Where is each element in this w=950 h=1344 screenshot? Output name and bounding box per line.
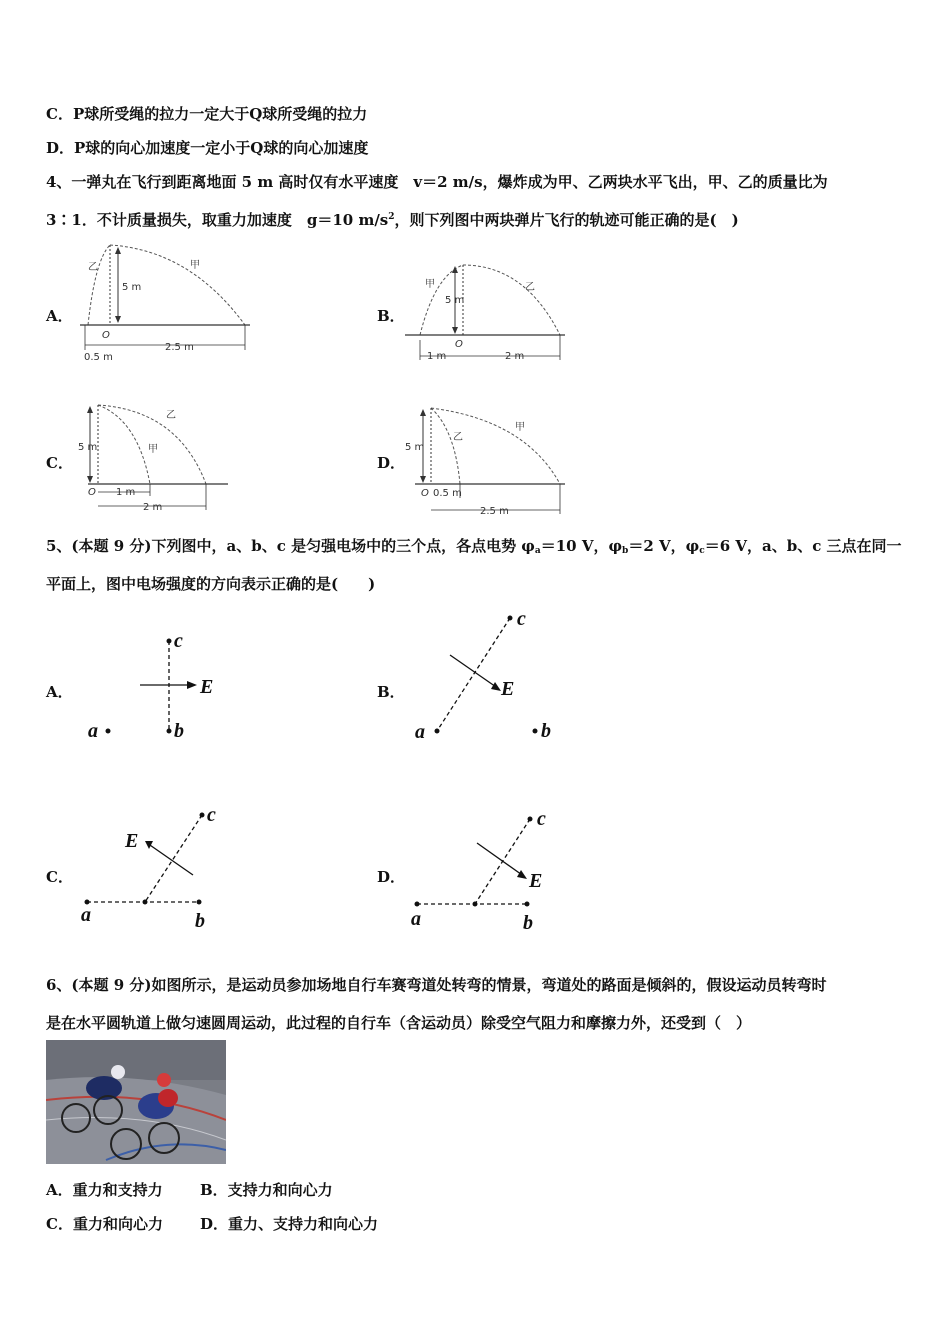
q4-figure-b bbox=[405, 255, 565, 365]
svg-text:乙: 乙 bbox=[525, 282, 535, 293]
svg-text:b: b bbox=[174, 720, 184, 742]
svg-text:E: E bbox=[529, 870, 543, 892]
svg-text:2.5 m: 2.5 m bbox=[480, 506, 509, 517]
svg-text:O: O bbox=[455, 339, 463, 350]
q4-option-b-label: B． bbox=[377, 307, 405, 325]
svg-text:乙: 乙 bbox=[453, 432, 463, 443]
q6-option-b: B．支持力和向心力 bbox=[200, 1181, 333, 1199]
q6-option-a: A．重力和支持力 bbox=[46, 1181, 163, 1199]
label-yi: 乙 bbox=[88, 262, 98, 273]
svg-text:a: a bbox=[81, 904, 91, 926]
svg-text:b: b bbox=[541, 720, 551, 742]
q5-option-a-label: A． bbox=[46, 683, 73, 701]
q5-option-b-label: B． bbox=[377, 683, 405, 701]
svg-text:b: b bbox=[523, 912, 533, 934]
q6-option-c: C．重力和向心力 bbox=[46, 1215, 163, 1233]
svg-text:0.5 m: 0.5 m bbox=[433, 488, 462, 499]
q5-figure-d bbox=[405, 805, 565, 935]
q4-figure-c bbox=[78, 400, 228, 520]
q4-figure-a bbox=[80, 240, 260, 370]
svg-text:甲: 甲 bbox=[425, 279, 435, 290]
q3-option-c: C．P球所受绳的拉力一定大于Q球所受绳的拉力 bbox=[46, 105, 368, 123]
q5-figure-b bbox=[405, 605, 565, 750]
svg-text:O: O bbox=[421, 488, 429, 499]
label-left-dist: 0.5 m bbox=[84, 352, 113, 363]
svg-text:E: E bbox=[501, 678, 515, 700]
svg-text:2 m: 2 m bbox=[505, 351, 525, 362]
svg-text:甲: 甲 bbox=[515, 422, 525, 433]
q5-figure-a bbox=[80, 625, 240, 750]
q4-option-d-label: D． bbox=[377, 454, 406, 472]
svg-text:1 m: 1 m bbox=[116, 487, 136, 498]
q4-option-c-label: C． bbox=[46, 454, 73, 472]
q5-stem-line2: 平面上，图中电场强度的方向表示正确的是( ) bbox=[46, 575, 376, 593]
q4-option-a-label: A． bbox=[46, 307, 73, 325]
q6-stem-line2: 是在水平圆轨道上做匀速圆周运动，此过程的自行车（含运动员）除受空气阻力和摩擦力外，还受到（ ） bbox=[46, 1014, 752, 1032]
svg-text:乙: 乙 bbox=[166, 410, 176, 421]
label-origin: O bbox=[102, 330, 110, 341]
q5-stem-line1: 5、(本题 9 分)下列图中，a、b、c 是匀强电场中的三个点，各点电势 $\varphi_a=10$ V，$\varphi_b=2$ V，$\varphi_c=6$ V，a、b、c 三点在同一 bbox=[46, 537, 902, 556]
q6-stem-line1: 6、(本题 9 分)如图所示，是运动员参加场地自行车赛弯道处转弯的情景，弯道处的路面是倾斜的，假设运动员转弯时 bbox=[46, 976, 827, 994]
svg-text:a: a bbox=[415, 721, 425, 743]
svg-text:a: a bbox=[411, 908, 421, 930]
q4-figure-d bbox=[405, 400, 565, 520]
svg-text:c: c bbox=[174, 630, 183, 652]
trajectory-yi bbox=[88, 245, 110, 325]
svg-text:O: O bbox=[88, 487, 96, 498]
svg-text:甲: 甲 bbox=[148, 444, 158, 455]
q5-figure-c bbox=[75, 805, 235, 935]
label-jia: 甲 bbox=[190, 260, 200, 271]
svg-text:1 m: 1 m bbox=[427, 351, 447, 362]
svg-text:5 m: 5 m bbox=[405, 442, 425, 453]
label-right-dist: 2.5 m bbox=[165, 342, 194, 353]
q3-option-d: D．P球的向心加速度一定小于Q球的向心加速度 bbox=[46, 139, 369, 157]
svg-text:2 m: 2 m bbox=[143, 502, 163, 513]
cyclists-photo bbox=[46, 1040, 226, 1164]
q4-stem-line2: 3∶1．不计质量损失，取重力加速度 g＝10 $m/s^2$，则下列图中两块弹片飞行的轨迹可能正确的是( ) bbox=[46, 211, 739, 229]
svg-text:c: c bbox=[517, 608, 526, 630]
svg-text:5 m: 5 m bbox=[78, 442, 98, 453]
svg-text:c: c bbox=[207, 804, 216, 826]
svg-text:E: E bbox=[125, 830, 139, 852]
label-height: 5 m bbox=[122, 282, 142, 293]
q6-option-d: D．重力、支持力和向心力 bbox=[200, 1215, 379, 1233]
q4-stem-line1: 4、一弹丸在飞行到距离地面 5 m 高时仅有水平速度 v＝2 m/s，爆炸成为甲、乙两块水平飞出，甲、乙的质量比为 bbox=[46, 173, 828, 191]
q5-option-d-label: D． bbox=[377, 868, 406, 886]
svg-text:b: b bbox=[195, 910, 205, 932]
svg-text:c: c bbox=[537, 808, 546, 830]
svg-text:5 m: 5 m bbox=[445, 295, 465, 306]
q5-option-c-label: C． bbox=[46, 868, 73, 886]
svg-text:E: E bbox=[200, 676, 214, 698]
svg-text:a: a bbox=[88, 720, 98, 742]
